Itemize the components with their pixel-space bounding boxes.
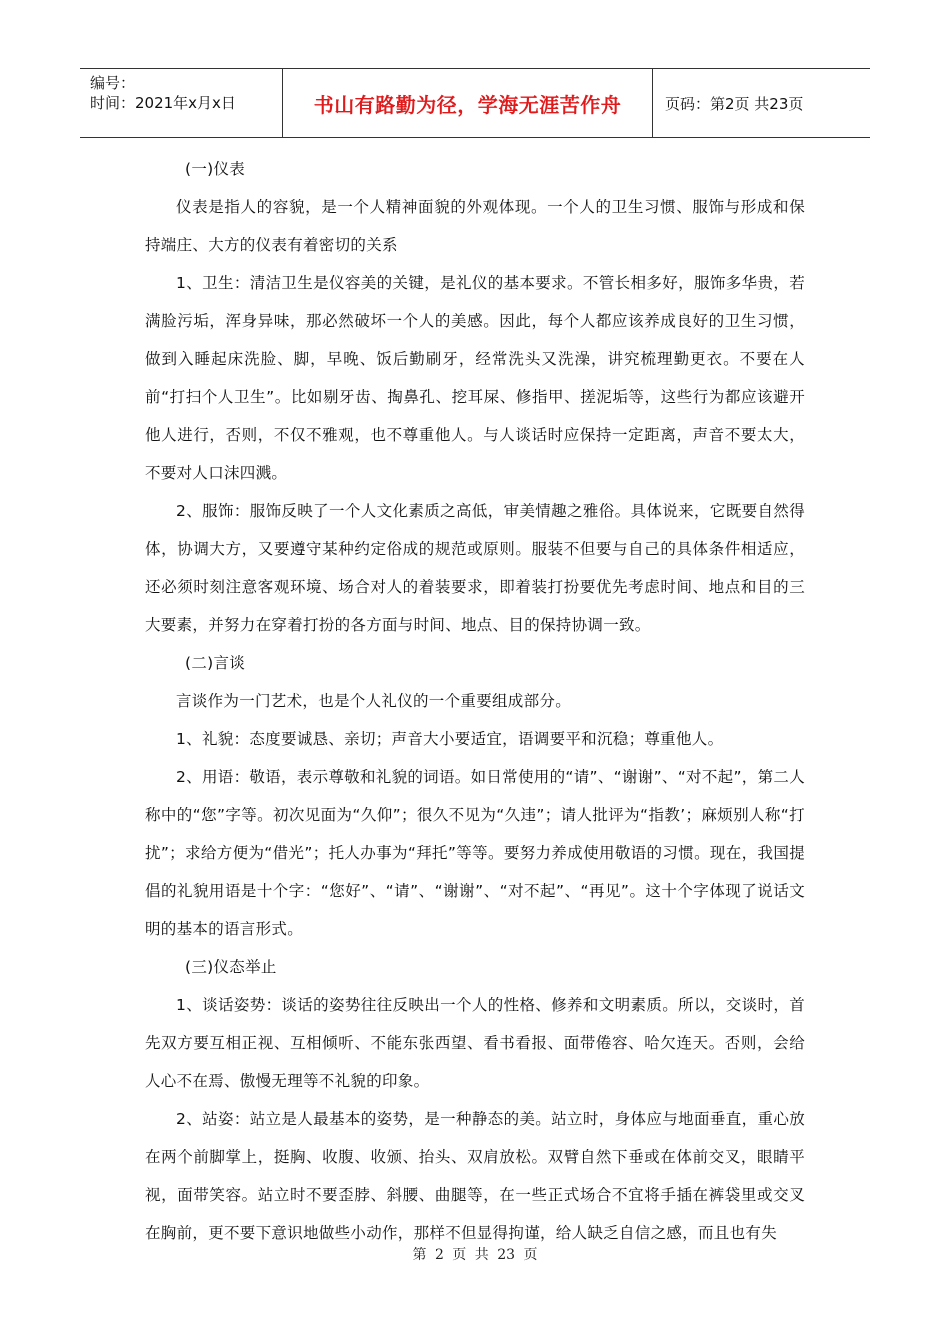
section-heading-appearance: (一)仪表 (185, 160, 246, 178)
section-heading-deportment: (三)仪态举止 (185, 958, 277, 976)
section-heading-speech: (二)言谈 (185, 654, 246, 672)
header-meta (80, 69, 282, 137)
page-header (80, 68, 870, 138)
paragraph: 1、谈话姿势：谈话的姿势往往反映出一个人的性格、修养和文明素质。所以，交谈时，首先双方要互相正视、互相倾听、不能东张西望、看书看报、面带倦容、哈欠连天。否则，会给人心不在焉、傲慢无理等不礼貌的印象。 (145, 996, 805, 1090)
paragraph: 2、用语：敬语，表示尊敬和礼貌的词语。如日常使用的“请”、“谢谢”、“对不起”，第二人称中的“您”字等。初次见面为“久仰”；很久不见为“久违”；请人批评为“指教’；麻烦别人称“打扰”；求给方便为“借光”；托人办事为“拜托”等等。要努力养成使用敬语的习惯。现在，我国提倡的礼貌用语是十个字：“您好”、“请”、“谢谢”、“对不起”、“再见”。这十个字体现了说话文明的基本的语言形式。 (145, 768, 805, 938)
document-body (145, 150, 805, 1252)
paragraph: 仪表是指人的容貌，是一个人精神面貌的外观体现。一个人的卫生习惯、服饰与形成和保持端庄、大方的仪表有着密切的关系 (145, 198, 805, 254)
number-label: 编号： (90, 74, 136, 92)
header-motto: 书山有路勤为径，学海无涯苦作舟 (282, 69, 653, 137)
paragraph: 1、礼貌：态度要诚恳、亲切；声音大小要适宜，语调要平和沉稳；尊重他人。 (176, 730, 724, 748)
page-footer: 第 2 页 共 23 页 (412, 1247, 538, 1263)
date-label: 时间：2021年x月x日 (90, 94, 236, 112)
header-page-label: 页码：第2页 共23页 (665, 94, 804, 113)
paragraph: 2、服饰：服饰反映了一个人文化素质之高低，审美情趣之雅俗。具体说来，它既要自然得体，协调大方，又要遵守某种约定俗成的规范或原则。服装不但要与自己的具体条件相适应，还必须时刻注意客观环境、场合对人的着装要求，即着装打扮要优先考虑时间、地点和目的三大要素，并努力在穿着打扮的各方面与时间、地点、目的保持协调一致。 (145, 502, 805, 634)
paragraph: 2、站姿：站立是人最基本的姿势，是一种静态的美。站立时，身体应与地面垂直，重心放在两个前脚掌上，挺胸、收腹、收颁、抬头、双肩放松。双臂自然下垂或在体前交叉，眼睛平视，面带笑容。站立时不要歪脖、斜腰、曲腿等，在一些正式场合不宜将手插在裤袋里或交叉在胸前，更不要下意识地做些小动作，那样不但显得拘谨，给人缺乏自信之感，而且也有失 (145, 1110, 805, 1242)
paragraph: 言谈作为一门艺术，也是个人礼仪的一个重要组成部分。 (176, 692, 572, 710)
paragraph: 1、卫生：清洁卫生是仪容美的关键，是礼仪的基本要求。不管长相多好，服饰多华贵，若满脸污垢，浑身异味，那必然破坏一个人的美感。因此，每个人都应该养成良好的卫生习惯，做到入睡起床洗脸、脚，早晚、饭后勤刷牙，经常洗头又洗澡，讲究梳理勤更衣。不要在人前“打扫个人卫生”。比如剔牙齿、掏鼻孔、挖耳屎、修指甲、搓泥垢等，这些行为都应该避开他人进行，否则，不仅不雅观，也不尊重他人。与人谈话时应保持一定距离，声音不要太大，不要对人口沫四溅。 (145, 274, 805, 482)
